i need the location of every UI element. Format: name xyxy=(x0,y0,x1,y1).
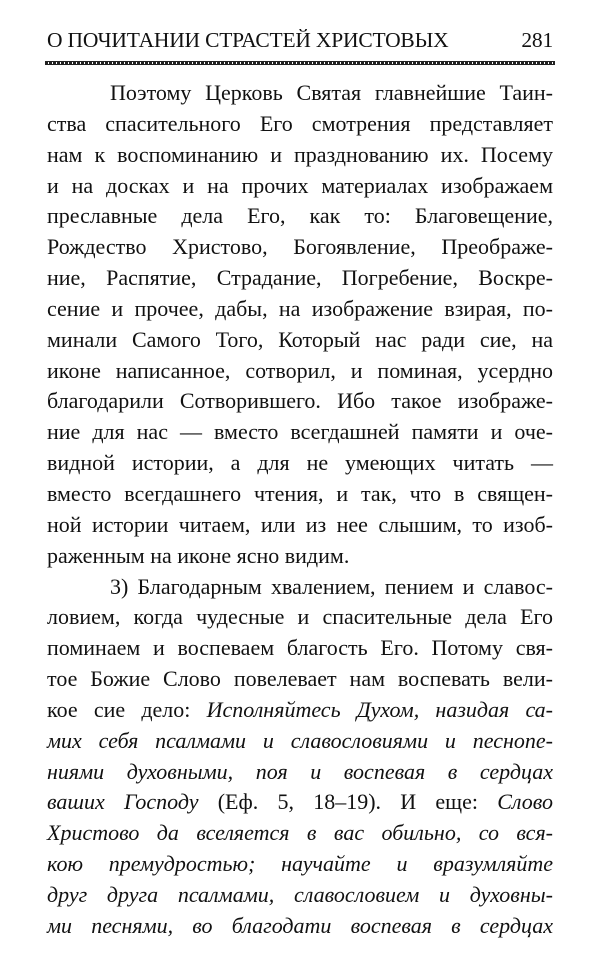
decorative-rule xyxy=(45,61,555,65)
text-line xyxy=(47,78,553,109)
text-line xyxy=(47,664,553,695)
text-line xyxy=(47,818,553,849)
italic-quote-segment: ми песнями, во благодати воспевая в сердцах xyxy=(47,912,553,938)
text-segment: ние, Распятие, Страдание, Погребение, Воскре- xyxy=(47,265,553,291)
text-segment: благодарили Сотворившего. Ибо такое изображе- xyxy=(47,388,553,414)
page-number: 281 xyxy=(521,28,553,52)
text-line xyxy=(47,201,553,232)
text-segment: вместо всегдашнего чтения, и так, что в священ- xyxy=(47,480,553,506)
text-line xyxy=(47,510,553,541)
text-segment: ние для нас — вместо всегдашней памяти и оче- xyxy=(47,419,553,445)
text-line xyxy=(47,726,553,757)
text-line xyxy=(47,572,553,603)
text-line xyxy=(47,448,553,479)
text-line xyxy=(47,787,553,818)
text-line xyxy=(47,911,553,942)
running-title: О ПОЧИТАНИИ СТРАСТЕЙ ХРИСТОВЫХ xyxy=(47,28,449,52)
text-line xyxy=(47,386,553,417)
text-segment: и на досках и на прочих материалах изображаем xyxy=(47,172,553,198)
italic-quote-segment: друг друга псалмами, славословием и духовны- xyxy=(47,881,553,907)
text-segment: видной истории, а для не умеющих читать — xyxy=(47,450,553,476)
text-line xyxy=(47,602,553,633)
italic-quote-segment: Слово xyxy=(497,789,553,815)
text-line xyxy=(47,417,553,448)
italic-quote-segment: ваших Господу xyxy=(47,789,199,815)
text-segment: раженным на иконе ясно видим. xyxy=(47,542,350,568)
italic-quote-segment: кою премудростью; научайте и вразумляйте xyxy=(47,851,553,877)
text-line xyxy=(47,232,553,263)
text-line xyxy=(47,356,553,387)
text-segment: 3) Благодарным хвалением, пением и славос- xyxy=(110,573,553,599)
text-segment: иконе написанное, сотворил, и поминая, усердно xyxy=(47,357,553,383)
text-line xyxy=(47,849,553,880)
text-line xyxy=(47,171,553,202)
text-segment: ловием, когда чудесные и спасительные дела Его xyxy=(47,604,553,630)
italic-quote-segment: мих себя псалмами и славословиями и песнопе- xyxy=(47,727,553,753)
text-line xyxy=(47,479,553,510)
italic-quote-segment: Исполняйтесь Духом, назидая са- xyxy=(206,696,553,722)
text-line xyxy=(47,294,553,325)
text-segment: минали Самого Того, Который нас ради сие, на xyxy=(47,326,553,352)
text-segment: кое сие дело: xyxy=(47,696,207,722)
text-segment: Поэтому Церковь Святая главнейшие Таин- xyxy=(110,80,553,105)
text-segment: ной истории читаем, или из нее слышим, то изоб- xyxy=(47,511,553,537)
text-segment: поминаем и воспеваем благость Его. Потому свя- xyxy=(47,635,553,661)
text-segment: сение и прочее, дабы, на изображение взирая, по- xyxy=(47,295,553,321)
text-line xyxy=(47,325,553,356)
text-segment: тое Божие Слово повелевает нам воспевать вели- xyxy=(47,666,553,692)
text-line xyxy=(47,695,553,726)
italic-quote-segment: Христово да вселяется в вас обильно, со вся- xyxy=(47,820,553,846)
text-line xyxy=(47,263,553,294)
text-segment: (Еф. 5, 18–19). И еще: xyxy=(198,789,498,815)
text-segment: Рождество Христово, Богоявление, Преображе- xyxy=(47,234,553,260)
text-segment: ства спасительного Его смотрения представляет xyxy=(47,110,553,136)
text-segment: преславные дела Его, как то: Благовещение, xyxy=(47,203,553,229)
page-body-text xyxy=(47,78,553,942)
text-line xyxy=(47,880,553,911)
text-line xyxy=(47,541,553,572)
italic-quote-segment: ниями духовными, поя и воспевая в сердцах xyxy=(47,758,553,784)
text-line xyxy=(47,140,553,171)
text-line xyxy=(47,757,553,788)
running-header xyxy=(47,28,553,56)
text-line xyxy=(47,633,553,664)
text-line xyxy=(47,109,553,140)
text-segment: нам к воспоминанию и празднованию их. Посему xyxy=(47,141,553,167)
